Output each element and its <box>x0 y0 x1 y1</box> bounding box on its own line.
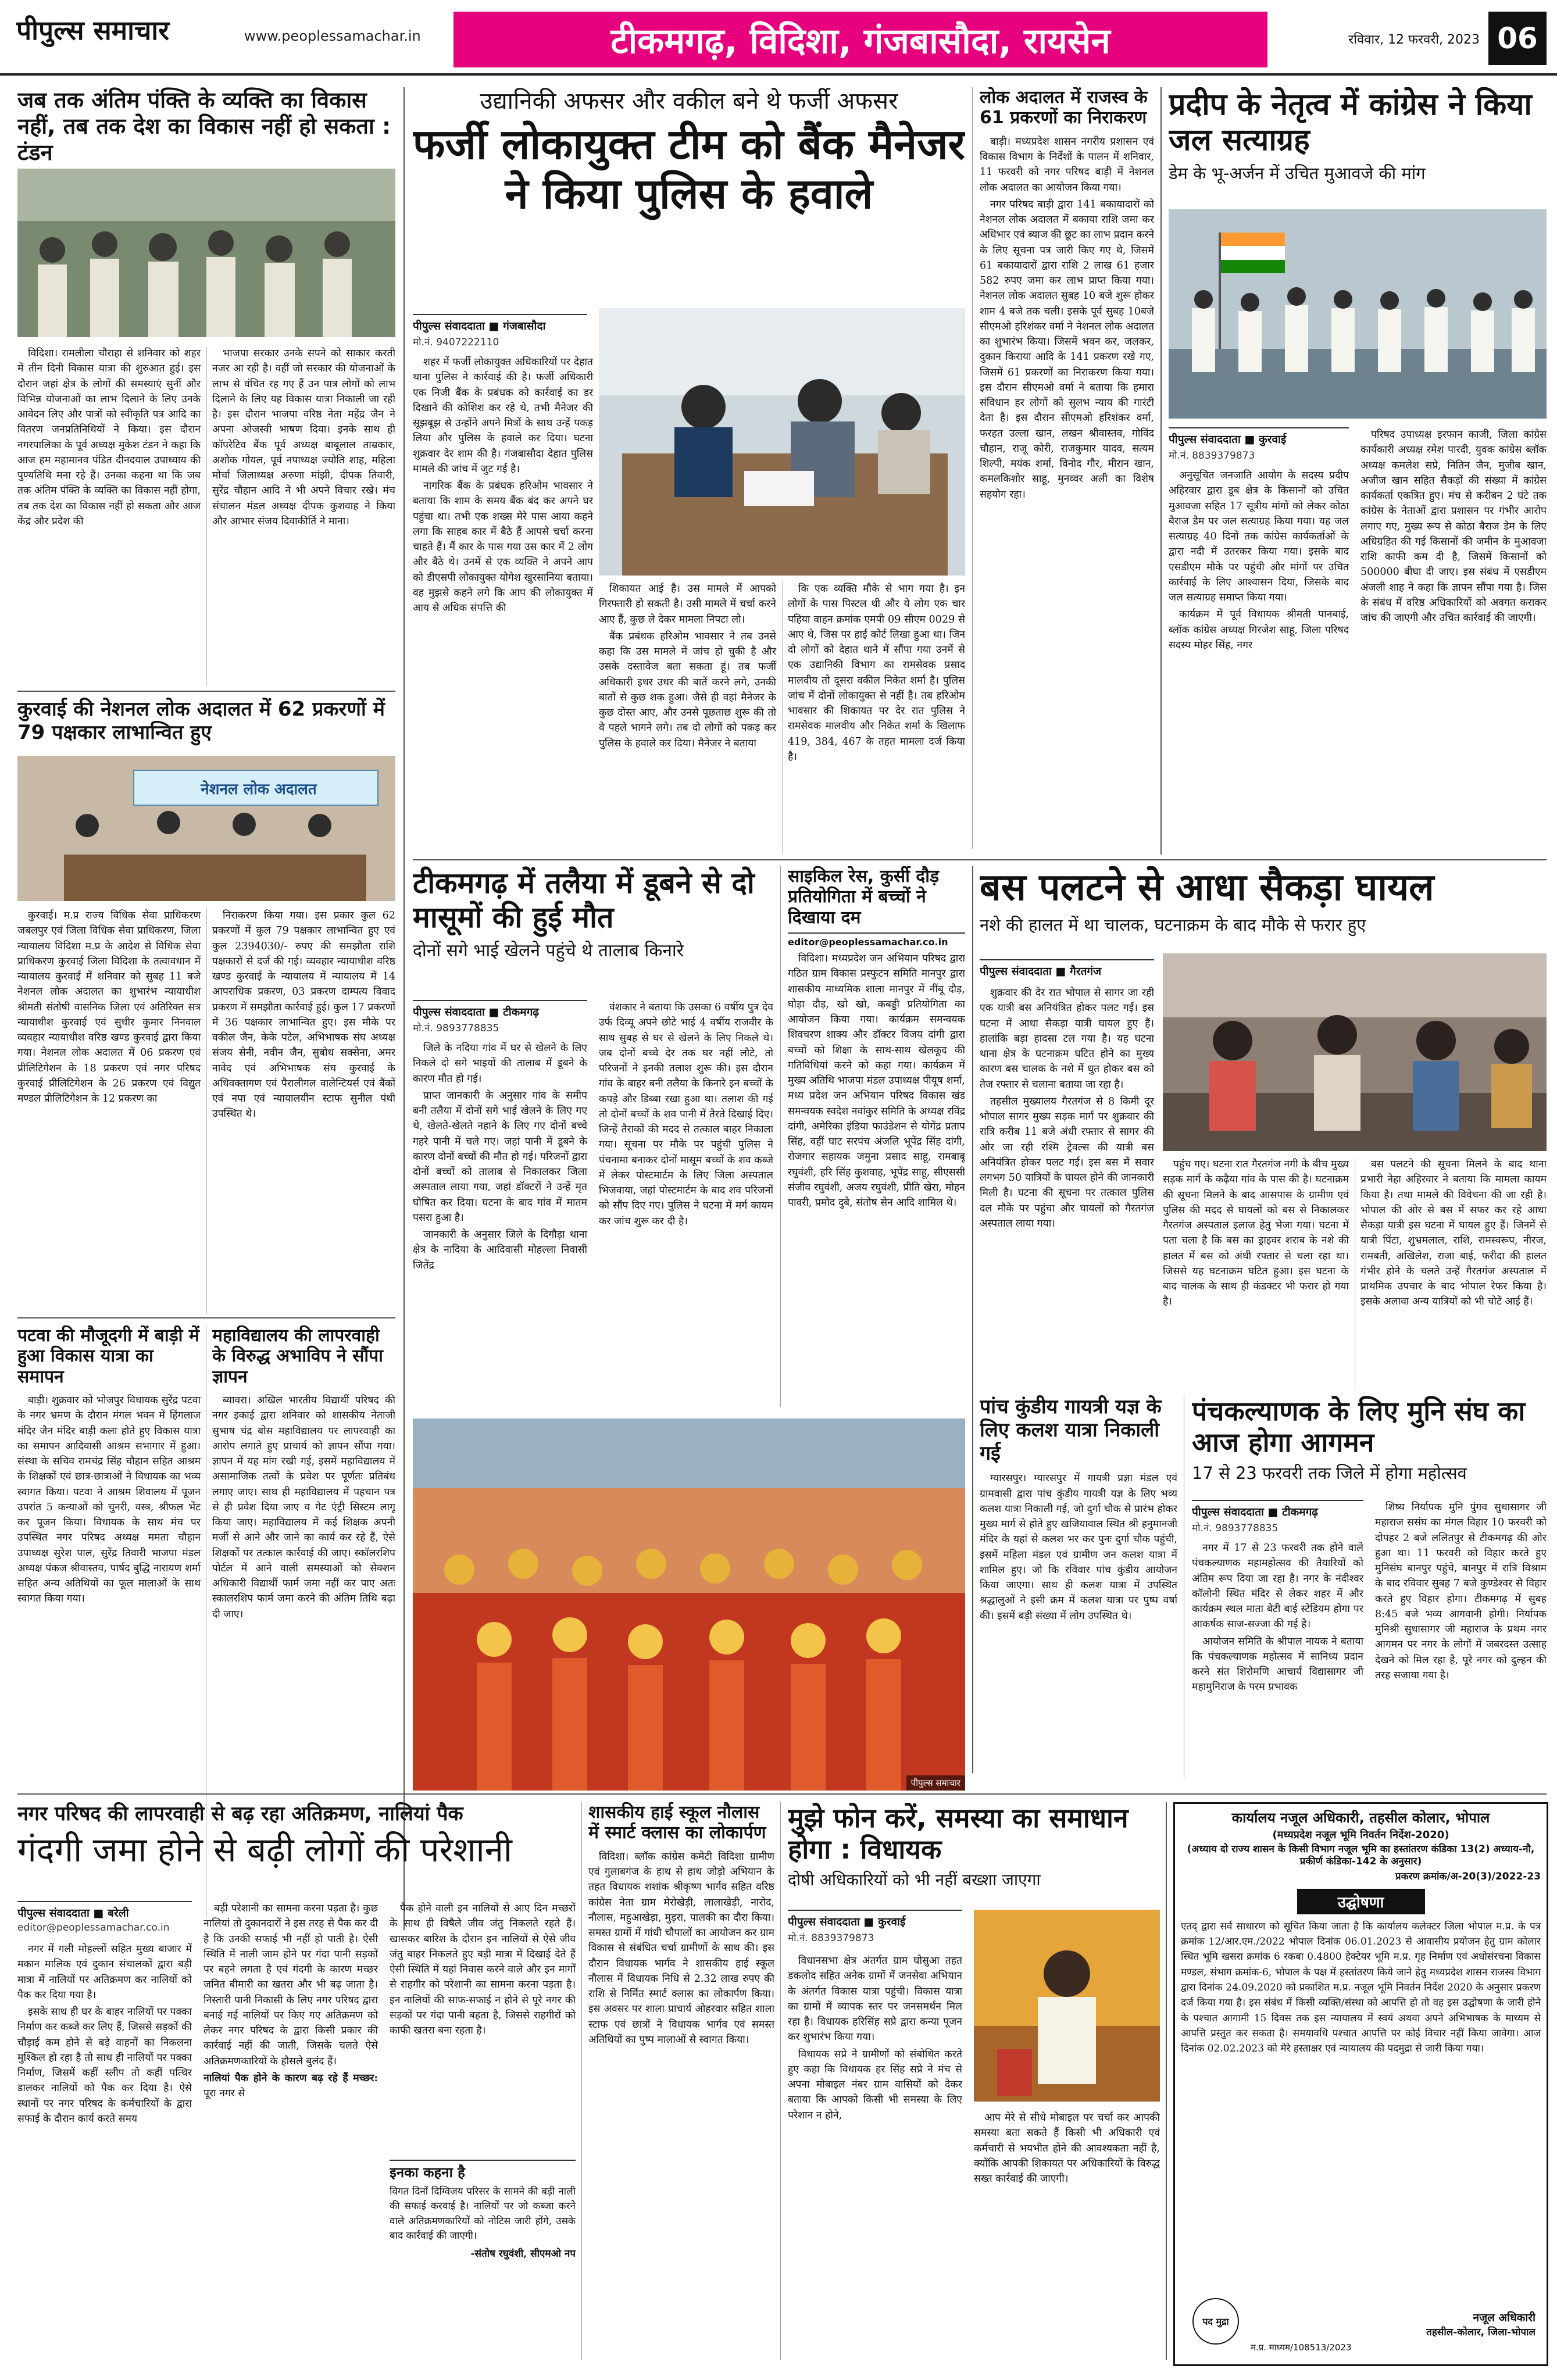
byline: पीपुल्स संवाददाता ■ गंजबासौदा <box>413 314 587 333</box>
photo-kalash-yatra <box>413 1418 965 1791</box>
column-divider <box>972 87 973 849</box>
notice-ref: म.प्र. माध्यम/108513/2023 <box>1251 2342 1352 2353</box>
paragraph: बाड़ी। मध्यप्रदेश शासन नगरीय प्रशासन एवं विकास विभाग के निर्देशों के पालन में शनिवार, 11 फरवरी को नगर परिषद बाड़ी में नेशनल लोक अदालत का आयोजन किया गया। <box>980 135 1154 194</box>
story-subheadline: दोनों सगे भाई खेलने पहुंचे थे तालाब किनारे <box>413 941 684 961</box>
column-divider <box>780 866 781 1407</box>
story-body-cont2 <box>390 1901 576 2151</box>
notice-signer-place: तहसील-कोलार, जिला-भोपाल <box>1426 2327 1535 2338</box>
mobile-number: मो.नं. 9893778835 <box>413 1023 499 1034</box>
story-headline: पांच कुंडीय गायत्री यज्ञ के लिए कलश यात्रा निकाली गई <box>980 1395 1162 1466</box>
paragraph: जिले के नदिया गांव में घर से खेलने के लिए निकले दो सगे भाइयों की तालाब में डूबने के कारण मौत हो गई। <box>413 1042 587 1085</box>
story-body <box>17 1393 201 1609</box>
story-body-cont <box>599 581 965 855</box>
byline-block <box>788 1910 962 1944</box>
photo-credit: पीपुल्स समाचार <box>906 1775 965 1791</box>
notice-case-number: प्रकरण क्रमांक/अ-20(3)/2022-23 <box>1395 1871 1541 1883</box>
story-headline: टीकमगढ़ में तलैया में डूबने से दो मासूमों की हुई मौत <box>413 866 755 934</box>
story-body <box>1192 1541 1363 1785</box>
byline-block <box>1192 1500 1363 1534</box>
paragraph: नागरिक बैंक के प्रबंधक हरिओम भावसार ने बताया कि शाम के समय बैंक बंद कर अपने घर पहुंचा था। तभी एक शख्स मेरे पास आया कहने लगा कि साहब कार में बैठे हैं आपसे चर्चा करना चाहते हैं। मैं कार के पास गया उस कार में 2 लोग और बैठे थे। उनमें से एक व्यक्ति ने अपने आप को डीएसपी लोकायुक्त योगेश खुरसानिया बताया। वह मुझसे कहने लगे कि आप की लोकायुक्त में आय से अधिक संपत्ति की <box>413 480 593 614</box>
paragraph: शिकायत आई है। उस मामले में आपको गिरफ्तारी हो सकती है। उसी मामले में चर्चा करने आए हैं, कुछ ले देकर मामला निपटा लो। <box>599 583 776 626</box>
story-headline: फर्जी लोकायुक्त टीम को बैंक मैनेजर ने किया पुलिस के हवाले <box>413 120 965 218</box>
story-headline: लोक अदालत में राजस्व के 61 प्रकरणों का निराकरण <box>980 87 1148 128</box>
byline-block <box>980 959 1154 978</box>
paragraph: निराकरण किया गया। इस प्रकार कुल 62 प्रकरणों में कुल 79 पक्षकार लाभान्वित हुए एवं कुल 2394030/- रुपए की समझौता राशि पक्षकारों से दर्ज की गई। व्यवहार न्यायाधीश वरिष्ठ खण्ड कुरवाई के न्यायालय में न्यायालय में 14 आपराधिक प्रकरण, 03 प्रकरण दाम्पत्य विवाद प्रकरण में समझौता कार्रवाई हुई। कुल 17 प्रकरणों में 36 पक्षकार लाभान्वित हुए। इस मौके पर वकील जैन, केके पटेल, अभिभाषक संघ अध्यक्ष संजय सेनी, नवीन जैन, सुबोध सक्सेना, अमर नावेद एवं अभिभाषक संघ कुरवाई के अधिवक्तागण एवं पैरालीगल वालेन्टियर्स एवं बैंकों एवं नपा एवं न्यायालयीन स्टाफ सुनील पंथी उपस्थित थे। <box>212 910 395 1120</box>
quote-box-text: विगत दिनों दिग्विजय परिसर के सामने की बड़ी नाली की सफाई करवाई है। नालियों पर जो कब्जा करने वाले अतिक्रमणकारियों को नोटिस जारी होंगे, उसके बाद कार्रवाई की जाएगी। <box>390 2185 576 2242</box>
paragraph: विदिशा। रामलीला चौराहा से शनिवार को शहर में तीन दिनी विकास यात्रा की शुरुआत हुई। इस दौरान जहां क्षेत्र के लोगों की समस्याएं सुनीं और विभिन्न योजनाओं का लाभ दिलाने के लिए उनके आवेदन लिए और पात्रों को स्वीकृति पत्र आदि का वितरण जनप्रतिनिधियों ने किया। इस दौरान नगरपालिका के पूर्व अध्यक्ष मुकेश टंडन ने कहा कि आज हम महामानव पंडित दीनदयाल उपाध्याय की पुण्यतिथि मना रहे हैं। उनका कहना था कि जब तक अंतिम पंक्ति के व्यक्ति का विकास नहीं होगा, तब तक देश का विकास नहीं हो सकता और आज केंद्र और प्रदेश की <box>17 348 201 527</box>
story-gayatri-yagya <box>980 1395 1177 1779</box>
notice-office: कार्यालय नजूल अधिकारी, तहसील कोलार, भोपाल <box>1231 1810 1490 1826</box>
quote-box <box>390 2160 576 2322</box>
byline-block <box>413 1000 587 1034</box>
paragraph: बड़ी परेशानी का सामना करना पड़ता है। कुछ नालियां तो दुकानदारों ने इस तरह से पैक कर दी है कि उनकी सफाई भी नहीं हो पाती है। ऐसी स्थिति में नाली जाम होने पर गंदा पानी सड़कों पर बहने लगता है एवं गंदगी के कारण मच्छर जनित बीमारी का खतरा और भी बढ़ जाता है। निस्तारी पानी निकासी के लिए नगर परिषद द्वारा बनाई गई नालियों पर किए गए अतिक्रमण को लेकर नगर परिषद के द्वारा किसी प्रकार की कार्रवाई नहीं की जाती, जिसके चलते ऐसे अतिक्रमणकारियों के हौसले बुलंद हैं। <box>203 1903 378 2067</box>
paragraph: पहुंच गए। घटना रात गैरतगंज नगी के बीच मुख्य सड़क मार्ग के कढ़ैया गांव के पास की है। घटनाक्रम की सूचना मिलने के बाद आसपास के ग्रामीण एवं पुलिस की मदद से घायलों को बस से निकालकर गैरतगंज अस्पताल इलाज हेतु भेजा गया। घटना में पता चला है कि बस का ड्राइवर शराब के नशे की हालत में बस को अंधी रफ्तार से चला रहा था। जिससे यह घटनाक्रम घटित हुआ। इस घटना के बाद चालक के साथ ही कंडक्टर भी फरार हो गया है। <box>1163 1159 1349 1308</box>
story-body-cont <box>599 1000 773 1413</box>
story-subheadline: डेम के भू-अर्जन में उचित मुआवजे की मांग <box>1169 163 1426 183</box>
story-drains <box>17 1802 576 2366</box>
story-kicker: उद्यानिकी अफसर और वकील बने थे फर्जी अफसर <box>480 88 898 115</box>
photo-lok-adalat <box>17 756 395 901</box>
byline-block <box>413 314 587 348</box>
website: www.peoplessamachar.in <box>244 28 421 44</box>
story-headline: जब तक अंतिम पंक्ति के व्यक्ति का विकास नहीं, तब तक देश का विकास नहीं हो सकता : टंडन <box>17 87 391 165</box>
paragraph: तहसील मुख्यालय गैरतगंज से 8 किमी दूर भोपाल सागर मुख्य सड़क मार्ग पर शुक्रवार की रात्रि करीब 11 बजे अंधी रफ्तार से सागर की ओर जा रही रश्मि ट्रेवल्स की यात्री बस अनियंत्रित होकर पलट गई। इस बस में सवार लगभग 50 यात्रियों के घायल होने की जानकारी मिली है। घटना की सूचना पर तत्काल पुलिस दल मौके पर पहुंचा और घायलों को गैरतगंज अस्पताल लाया गया। <box>980 1095 1154 1230</box>
notice-body: एतद् द्वारा सर्व साधारण को सूचित किया जाता है कि कार्यालय कलेक्टर जिला भोपाल म.प्र. के पत्र क्रमांक 12/आर.एम./2022 भोपाल दिनांक 06.01.2023 से आवासीय प्रयोजन हेतु ग्राम कोलार स्थित भूमि खसरा क्रमांक 6 रकबा 0.4800 हेक्टेयर भूमि म.प्र. गृह निर्माण एवं अधोसंरचना विकास मण्डल, संभाग क्रमांक-6, भोपाल के पक्ष में हस्तांतरण किये जाने हेतु मध्यप्रदेश शासन राजस्व विभाग द्वारा दिनांक 24.09.2020 को प्रकाशित म.प्र. नजूल भूमि निवर्तन निर्देश 2020 के अनुसार प्रकरण दर्ज किया गया है। इस संबंध में किसी व्यक्ति/संस्था को आपत्ति हो तो वह इस उद्घोषणा के जारी होने के पश्चात आगामी 15 दिवस तक इस न्यायालय में स्वयं अथवा अपने अभिभाषक के माध्यम से आपत्ति प्रस्तुत कर सकता है। समयावधि पश्चात आपत्ति पर कोई विचार नहीं किया जावेगा। आज दिनांक 02.02.2023 को मेरे हस्ताक्षर एवं न्यायालय की पदमुद्रा से जारी किया गया। <box>1181 1920 1541 2055</box>
paragraph: आयोजन समिति के श्रीपाल नायक ने बताया कि पंचकल्याणक महोत्सव में सानिध्य प्रदान करने संत शिरोमणि आचार्य विद्यासागर जी महामुनिराज के परम प्रभावक <box>1192 1635 1363 1693</box>
quote-box-title: इनका कहना है <box>390 2164 465 2181</box>
quote-head-text: नालियां पैक होने के कारण बढ़ रहे हैं मच्छर: <box>203 2072 378 2084</box>
story-drowning <box>413 866 773 1413</box>
byline: पीपुल्स संवाददाता ■ बरेली <box>17 1901 192 1920</box>
paragraph: बाड़ी। शुक्रवार को भोजपुर विधायक सुरेंद्र पटवा के नगर भ्रमण के दौरान मंगल भवन में हिंगलाज मंदिर जैन मंदिर बाड़ी कला होते हुए विकास यात्रा का समापन आदिवासी आश्रम सभागार में हुआ। संस्था के सचिव रामचंद्र सिंह चौहान सहित आश्रम के शिक्षकों एवं छात्र-छात्राओं ने विधायक का भव्य स्वागत किया। पटवा ने आश्रम शिवालय में पूजन उपरांत 5 कन्याओं को चुनरी, वस्त्र, श्रीफल भेंट कर पूजन किया। विधायक के साथ मंच पर उपस्थित नगर परिषद अध्यक्ष ममता चौहान उपाध्यक्ष सुरेश पाल, सुरेंद्र तिवारी भाजपा मंडल अध्यक्ष पंकज श्रीवास्तव, पार्षद बुद्धि नारायण शर्मा सहित अन्य अतिथियों का फूल मालाओं के साथ स्वागत किया गया। <box>17 1395 201 1605</box>
story-panchkalyanak <box>1192 1395 1547 1785</box>
paragraph: विधानसभा क्षेत्र अंतर्गत ग्राम घोसुआ तहत डकलोद सहित अनेक ग्रामों में जनसेवा अभियान के अंतर्गत विकास यात्रा पहुंची। विकास यात्रा का ग्रामों में व्यापक स्तर पर जनसमर्थन मिल रहा है। विधायक हरिसिंह सप्रे द्वारा कन्या पूजन कर शुभारंभ किया गया। <box>788 1955 962 2043</box>
byline-block <box>1169 427 1349 462</box>
story-headline: मुझे फोन करें, समस्या का समाधान होगा : विधायक <box>788 1802 1129 1866</box>
story-body <box>980 1471 1177 1625</box>
divider <box>17 691 395 692</box>
story-body <box>212 1393 395 1624</box>
story-subheadline: 17 से 23 फरवरी तक जिले में होगा महोत्सव <box>1192 1463 1467 1483</box>
paragraph: अनुसूचित जनजाति आयोग के सदस्य प्रदीप अहिरवार द्वारा डूब क्षेत्र के किसानों को उचित मुआवजा सहित 17 सूत्रीय मांगों को लेकर कोठा बैराज डैम पर जल सत्याग्रह किया गया। यह जल सत्याग्रह 40 दिनों तक कांग्रेस कार्यकर्ताओं के द्वारा नदी में उतरकर किया गया। इसके बाद एसडीएम मौके पर पहुंची और मांगों पर उचित कार्रवाई के लिए आश्वासन दिया, जिसके बाद जल सत्याग्रह समाप्त किया गया। <box>1169 470 1349 603</box>
byline: पीपुल्स संवाददाता ■ गैरतगंज <box>980 959 1154 978</box>
hospital-image <box>1163 953 1547 1151</box>
notice-heading-text: उद्घोषणा <box>1337 1893 1384 1911</box>
notice-seal-text: पद मुद्रा <box>1202 2316 1229 2327</box>
story-body <box>413 355 593 849</box>
paragraph: विदिशा। मध्यप्रदेश जन अभियान परिषद द्वारा गठित ग्राम विकास प्रस्फुटन समिति मानपुर द्वारा शासकीय माध्यमिक शाला मानपुर में नींबू दौड़, घोड़ा दौड़, खो खो, कबड्डी प्रतियोगिता का आयोजन किया गया। कार्यक्रम समन्वयक शिवचरण शाक्य और डॉक्टर विजय दांगी द्वारा बच्चों को शिक्षा के साथ-साथ खेलकूद की गतिविधियां करने को कहा गया। कार्यक्रम में मुख्य अतिथि भाजपा मंडल उपाध्यक्ष पीयूष शर्मा, मध्य प्रदेश जन अभियान परिषद विकास खंड समन्वयक स्वदेश नवांकुर समिति के अध्यक्ष रविंद्र दांगी, अमेरिका इंडिया फाउंडेशन से योगेंद्र प्रताप सिंह, वहीं घाट सरपंच अंजलि भूपेंद्र सिंह दांगी, रोजगार सहायक जमुना प्रसाद साहू, रामबाबू रघुवंशी, हरि सिंह कुशवाह, भूपेंद्र साहू, सीएससी संजीव रघुवंशी, अजय रघुवंशी, प्रीति खेरा, मोहन पावरी, प्रमोद दुबे, संतोष सेन आदि शामिल थे। <box>788 953 965 1209</box>
divider <box>17 1793 1547 1795</box>
column-divider <box>780 1802 781 2360</box>
photo-mla <box>974 1910 1160 2102</box>
story-body-cont <box>1375 1500 1547 1785</box>
byline-email: editor@peoplessamachar.co.in <box>788 932 965 948</box>
byline-block <box>17 1901 192 1934</box>
photo-protest <box>1169 209 1547 419</box>
divider <box>17 1317 395 1318</box>
masthead <box>0 0 1557 76</box>
column-divider <box>972 866 973 1773</box>
quote-text: पूरा नगर से <box>203 2088 245 2099</box>
story-headline: कुरवाई की नेशनल लोक अदालत में 62 प्रकरणों में 79 पक्षकार लाभान्वित हुए <box>17 698 385 745</box>
story-cycle-race <box>788 866 965 1413</box>
story-body <box>588 1849 774 2049</box>
paragraph: ब्यावरा। अखिल भारतीय विद्यार्थी परिषद की नगर इकाई द्वारा शनिवार को शासकीय नेताजी सुभाष चंद्र बोस महाविद्यालय पर लापरवाही का आरोप लगाते हुए प्राचार्य को ज्ञापन सौंपा गया। ज्ञापन में यह मांग रखी गई, इसमें महाविद्यालय में असामाजिक तत्वों के प्रवेश पर पूर्णतः प्रतिबंध लगाए जाए। साथ ही महाविद्यालय में पहचान पत्र से ही प्रवेश दिया जाए व गेट एंट्री सिस्टम लागू किया जाए। महाविद्यालय में कई शिक्षक अपनी मर्जी से आने और जाने का कार्य कर रहे हैं, ऐसे शिक्षकों पर तत्काल कार्रवाई की जाए। स्कॉलरशिप पोर्टल में आने वाली समस्याओं को सेक्शन अधिकारी विद्यार्थी फार्म जमा नहीं कर पाए अतः स्कालरशिप फार्म जमा करने की अंतिम तिथि बढ़ा दी जाए। <box>212 1395 395 1620</box>
paragraph: विधायक सप्रे ने ग्रामीणों को संबोधित करते हुए कहा कि विधायक हर सिंह सप्रे ने मंच से अपना मोबाइल नंबर ग्राम वासियों को देकर बताया कि आपको किसी भी समस्या के लिए परेशान न होने, <box>788 2048 962 2121</box>
column-divider <box>581 1802 582 2360</box>
notice-heading <box>1297 1889 1425 1914</box>
story-headline: शासकीय हाई स्कूल नौलास में स्मार्ट क्लास का लोकार्पण <box>588 1802 766 1843</box>
mobile-number: मो.नं. 8839379873 <box>788 1932 874 1944</box>
divider <box>413 859 1547 860</box>
paragraph: नगर में 17 से 23 फरवरी तक होने वाले पंचकल्याणक महामहोत्सव की तैयारियों को अंतिम रूप दिया जा रहा है। नगर के नंदीश्वर कॉलोनी स्थित मंदिर से लेकर शहर में और कार्यक्रम स्थल माता बेटी बाई स्टेडियम होगा पर आकर्षक साज-सज्जा की गई है। <box>1192 1542 1363 1631</box>
logo <box>16 12 226 52</box>
paragraph: नगर में गली मोहल्लों सहित मुख्य बाजार में मकान मालिक एवं दुकान संचालकों द्वारा बड़ी मात्रा में नालियों पर अतिक्रमण कर नालियों को पैक कर दिया गया है। <box>17 1943 192 2001</box>
paragraph: इसके साथ ही घर के बाहर नालियों पर पक्का निर्माण कर कब्जे कर लिए हैं, जिससे सड़कों की चौड़ाई कम होने से बड़े वाहनों का निकलना मुश्किल हो रहा है तो साथ ही नालियों पर पक्का निर्माण, जिसमें कहीं स्लीप तो कहीं पत्थिर डालकर नालियों को पैक कर दिया है। ऐसे स्थानों पर नगर परिषद के कर्मचारियों के द्वारा सफाई के दौरान कार्य करते समय <box>17 2006 192 2125</box>
story-mla-phone <box>788 1802 1160 2366</box>
story-bus-accident <box>980 866 1547 1389</box>
paragraph: बस पलटने की सूचना मिलने के बाद थाना प्रभारी नेहा अहिरवार ने बताया कि मामला कायम किया है। तथा मामले की विवेचना की जा रही है। भोपाल की ओर से बस में सफर कर रहे आधा सैकड़ा यात्री इस घटना में घायल हुए हैं। जिनमें से यात्री पिंटा, शुभ्रमलाल, राशि, रामस्वरूप, नीरज, रामबती, अखिलेश, राजा बाई, फरीदा की हालत गंभीर होने के चलते उन्हें गैरतगंज अस्पताल में प्राथमिक उपचार के बाद भोपाल रेफर किया है। इसके अलावा अन्य यात्रियों को भी चोटें आई हैं। <box>1360 1159 1547 1308</box>
byline: पीपुल्स संवाददाता ■ टीकमगढ़ <box>1192 1500 1363 1519</box>
email: editor@peoplessamachar.co.in <box>17 1922 170 1934</box>
public-notice <box>1173 1802 1548 2366</box>
story-revenue-cases <box>980 87 1154 855</box>
region-banner-text: टीकमगढ़, विदिशा, गंजबासौदा, रायसेन <box>610 21 1110 62</box>
paragraph: बैंक प्रबंधक हरिओम भावसार ने तब उनसे कहा कि उस मामले में जांच हो चुकी है और उसके दस्तावेज बता सकता हूं। तब फर्जी अधिकारी इधर उधर की बातें करने लगे, उनकी बातों से कुछ शक हुआ। जैसे ही वहां मैनेजर के कुछ दोस्त आए, और उनसे पूछताछ शुरू की तो वे पहले भागने लगे। तब दो लोगों को पकड़ कर पुलिस के हवाले कर दिया। मैनेजर ने बताया <box>599 630 776 749</box>
paragraph: आप मेरे से सीधे मोबाइल पर चर्चा कर आपकी समस्या बता सकते हैं किसी भी अधिकारी एवं कर्मचारी से भयभीत होने की आवश्यकता नहीं है, क्योंकि आपकी शिकायत पर अधिकारियों के विरुद्ध सख्त कार्रवाई की जाएगी। <box>974 2112 1160 2185</box>
story-body-cont <box>974 2110 1160 2366</box>
story-kicker: नगर परिषद की लापरवाही से बढ़ रहा अतिक्रमण, नालियां पैक <box>17 1802 463 1825</box>
story-subheadline: नशे की हालत में था चालक, घटनाक्रम के बाद मौके से फरार हुए <box>980 914 1366 935</box>
police-station-image <box>599 308 965 576</box>
paragraph: वंशकार ने बताया कि उसका 6 वर्षीय पुत्र देव उर्फ दिव्यू अपने छोटे भाई 4 वर्षीय राजवीर के साथ सुबह से घर से खेलने के लिए निकले थे। जब दोनों बच्चे देर तक घर नहीं लौटे, तो परिजनों ने इनकी तलाश शुरू की। इस दौरान गांव के बाहर बनी तलैया के किनारे इन बच्चों के कपड़े और डिब्बा रखा हुआ था। तलाश की गई तो दोनों बच्चों के शव पानी में तैरते दिखाई दिए। जिन्हें तैराकों की मदद से तत्काल बाहर निकाला गया। सूचना पर मौके पर पहुंची पुलिस ने पंचनामा बनाकर दोनों मासूम बच्चों के शव कब्जे में लेकर पोस्टमार्टम के लिए जिला अस्पताल भिजवाया, जहां पोस्टमार्टम के बाद शव परिजनों को सौंप दिए गए। पुलिस ने घटना में मर्ग कायम कर जांच शुरू कर दी है। <box>599 1002 773 1227</box>
story-headline: साइकिल रेस, कुर्सी दौड़ प्रतियोगिता में बच्चों ने दिखाया दम <box>788 866 940 928</box>
story-body <box>980 985 1154 1389</box>
paragraph: प्राप्त जानकारी के अनुसार गांव के समीप बनी तलैया में दोनों सगे भाई खेलने के लिए गए थे, खेलते-खेलते नहाने के लिए गए दोनों बच्चे गहरे पानी में चले गए। जहां पानी में डूबने के कारण दोनों बच्चों की मौत हो गई। परिजनों द्वारा दोनों बच्चों को तालाब से निकालकर जिला अस्पताल लाया गया, जहां डॉक्टरों ने उन्हें मृत घोषित कर दिया। घटना के बाद गांव में मातम पसरा हुआ है। <box>413 1089 587 1224</box>
paragraph: शुक्रवार की देर रात भोपाल से सागर जा रही एक यात्री बस अनियंत्रित होकर पलट गई। इस घटना में आधा सैकड़ा यात्री घायल हुए हैं। हालांकि बड़ा हादसा टल गया है। यह घटना थाना क्षेत्र के घटनाक्रम घटित होने का मुख्य कारण बस चालक के नशे में धुत होकर बस को तेज रफ्तार से चलाना बताया जा रहा है। <box>980 987 1154 1091</box>
story-body <box>17 346 395 686</box>
mobile-number: मो.नं. 9407222110 <box>413 337 499 348</box>
paragraph: पैक होने वाली इन नालियों से आए दिन मच्छरों के साथ ही विषैले जीव जंतु निकलते रहते हैं। खासकर बारिश के दौरान इन नालियों से ऐसे जीव जंतु बाहर निकलते हुए बड़ी मात्रा में दिखाई देते हैं ऐसी स्थिति में यहां निवास करने वाले और इन मार्गों से राहगीर को परेशानी का सामना करना पड़ता है। इन नालियों की साफ-सफाई न होने से पूरे नगर की सड़कों पर गंदा पानी बहता है, जिससे राहगीरों को काफी खतरा बना रहता है। <box>390 1903 576 2036</box>
paragraph: ग्यारसपुर। ग्यारसपुर में गायत्री प्रज्ञा मंडल एवं ग्रामवासी द्वारा पांच कुंडीय गायत्री यज्ञ के लिए भव्य कलश यात्रा निकाली गई, जो दुर्गा चौक से प्रारंभ होकर मुख्य मार्ग से होते हुए खजियावाल स्थित श्री हनुमानजी मंदिर के यहां से कलश भर कर पुनः दुर्गा चौक पहुंची, इसमें महिला मंडल एवं ग्रामीण जन कलश यात्रा में शामिल हुए। जो कि रविवार पांच कुंडीय आयोजन किया जाएगा। साथ ही कलश यात्रा में उपस्थित श्रद्धालुओं ने इसी क्रम में कलश यात्रा पर पुष्प वर्षा की। इसमें बड़ी संख्या में लोग उपस्थित थे। <box>980 1473 1177 1622</box>
story-body <box>788 1953 962 2366</box>
paragraph: कि एक व्यक्ति मौके से भाग गया है। इन लोगों के पास पिस्टल थी और ये लोग एक चार पहिया वाहन क्रमांक एमपी 09 सीएम 0029 से आए थे, जिस पर हाई कोर्ट लिखा हुआ था। जिन दो लोगों को देहात थाने में सौंपा गया उनमें से एक उद्यानिकी विभाग का रामसेवक प्रसाद मालवीय तो दूसरा वकील निकेत शर्मा है। पुलिस जांच में दोनों लोकायुक्त से नहीं है। तब हरिओम भावसार की शिकायत पर देर रात पुलिस ने रामसेवक मालवीय और निकेत शर्मा के खिलाफ 419, 384, 467 के तहत मामला दर्ज किया है। <box>788 583 965 763</box>
notice-line2: (अध्याय दो राज्य शासन के किसी विभाग नजूल भूमि का हस्तांतरण कंडिका 13(2) अध्याय-नौ, प्रकीर्ण कंडिका-142 के अनुसार) <box>1187 1843 1535 1867</box>
notice-line1: (मध्यप्रदेश नजूल भूमि निवर्तन निर्देश-2020) <box>1272 1828 1449 1841</box>
story-body <box>413 1041 587 1413</box>
story-body-cont <box>1360 427 1547 849</box>
paragraph: कुरवाई। म.प्र राज्य विधिक सेवा प्राधिकरण जबलपुर एवं जिला विधिक सेवा प्राधिकरण, जिला न्यायालय विदिशा म.प्र के आदेश से विधिक सेवा प्राधिकरण कुरवाई जिला विदिशा के तत्वावधान में न्यायालय कुरवाई में शनिवार को सुबह 11 बजे नेशनल लोक अदालत का शुभारंभ न्यायाधीश श्रीमती संतोषी वासनिक जिला एवं अतिरिक्त सत्र न्यायाधीश कुरवाई एवं सुधीर कुमार निनवाल व्यवहार न्यायाधीश वरिष्ठ खण्ड कुरवाई द्वारा किया गया। नेशनल लोक अदालत में 06 प्रकरण एवं प्रीलिटिगेशन के 18 प्रकरण एवं नगर परिषद कुरवाई प्रीलिटिगेशन के 26 प्रकरण एवं विद्युत मण्डल प्रीलिटिगेशन के 12 प्रकरण का <box>17 910 201 1105</box>
paragraph: परिषद उपाध्यक्ष इरफान काजी, जिला कांग्रेस कार्यकारी अध्यक्ष रमेश पारदी, युवक कांग्रेस ब्लॉक अध्यक्ष कमलेश सप्रे, नितिन जैन, मुजीब खान, अजीज खान सहित सैकड़ों की संख्या में कांग्रेस कार्यकर्ता एकत्रित हुए। मंच से करीबन 2 घंटे तक कांग्रेस के नेताओं द्वारा प्रशासन पर गंभीर आरोप लगाए गए, मुख्य रूप से कोठा बैराज डेम के लिए अधिग्रहित की गई किसानों की जमीन के मुआवजा राशि काफी कम दी है, जिसमें किसानों को 500000 बीघा दी जाए। इस संबंध में एसडीएम अंजली शाह ने कहा कि ज्ञापन सौंपा गया है। जिस के संबंध में वरिष्ठ अधिकारियों को अवगत कराकर जांच की जाएगी और उचित कार्रवाई की जाएगी। <box>1360 429 1547 624</box>
story-jal-satyagrah <box>1169 87 1547 855</box>
byline: पीपुल्स संवाददाता ■ टीकमगढ़ <box>413 1000 587 1019</box>
story-smart-class <box>588 1802 774 2366</box>
date-line: रविवार, 12 फरवरी, 2023 <box>1348 33 1480 47</box>
story-headline: पंचकल्याणक के लिए मुनि संघ का आज होगा आगमन <box>1192 1395 1526 1459</box>
story-lok-adalat-kurwai <box>17 698 395 1314</box>
story-body <box>1169 468 1349 849</box>
byline: पीपुल्स संवाददाता ■ कुरवाई <box>788 1910 962 1929</box>
rally-image <box>17 169 395 337</box>
quote-box-author: -संतोष रघुवंशी, सीएमओ नप <box>470 2247 576 2260</box>
logo-text: पीपुल्स समाचार <box>16 15 170 46</box>
banner-text: नेशनल लोक अदालत <box>201 781 317 798</box>
story-headline: पटवा की मौजूदगी में बाड़ी में हुआ विकास यात्रा का समापन <box>17 1325 199 1387</box>
paragraph: जानकारी के अनुसार जिले के दिगौड़ा थाना क्षेत्र के नादिया के आदिवासी मोहल्ला निवासी जितेंद्र <box>413 1229 587 1271</box>
story-body <box>788 951 965 1212</box>
kalash-yatra-image <box>413 1418 965 1791</box>
photo-police-station <box>599 308 965 576</box>
paragraph: विदिशा। ब्लॉक कांग्रेस कमेटी विदिशा ग्रामीण एवं गुलाबगंज के हाथ से हाथ जोड़ो अभियान के तहत विधायक शशांक श्रीकृष्ण भार्गव सहित वरिष्ठ कांग्रेस नेता ग्राम मेरोखेड़ी, लालाखेड़ी, नारोद, नौलास, महुआखेड़ा, मुड़रा, पालकी का दौरा किया। समस्त ग्रामों में गांधी चौपालों का आयोजन कर ग्राम विकास से संबंधित चर्चा ग्रामीणों के साथ की। इस दौरान विधायक भार्गव ने शासकीय हाई स्कूल नौलास में विधायक निधि से 2.32 लाख रुपए की राशि से निर्मित स्मार्ट क्लास का लोकार्पण किया। इस अवसर पर शाला प्राचार्य ओहरवार सहित शाला स्टाफ एवं छात्रों ने विधायक भार्गव एवं समस्त अतिथियों का पुष्प मालाओं से स्वागत किया। <box>588 1850 774 2046</box>
story-headline: बस पलटने से आधा सैकड़ा घायल <box>980 866 1434 909</box>
notice-seal <box>1192 2298 1239 2345</box>
story-body-cont <box>1163 1157 1547 1389</box>
story-body <box>17 1942 192 2366</box>
mobile-number: मो.नं. 9893778835 <box>1192 1523 1279 1534</box>
paragraph: शहर में फर्जी लोकायुक्त अधिकारियों पर देहात थाना पुलिस ने कार्रवाई की है। फर्जी अधिकारी एक निजी बैंक के प्रबंधक को कार्रवाई का डर दिखाने की कोशिश कर रहे थे, तभी मैनेजर की सूझबूझ से उन्होंने अपने मित्रों के साथ उन्हें पकड़ लिया और पुलिस के हवाले कर दिया। घटना शुक्रवार देर शाम की है। गंजबासौदा देहात पुलिस मामले की जांच में जुट गई है। <box>413 356 593 475</box>
byline: पीपुल्स संवाददाता ■ कुरवाई <box>1169 427 1349 446</box>
story-headline: गंदगी जमा होने से बढ़ी लोगों की परेशानी <box>17 1830 512 1870</box>
story-headline: महाविद्यालय की लापरवाही के विरुद्ध अभाविप ने सौंपा ज्ञापन <box>212 1325 383 1387</box>
column-divider <box>1166 1802 1167 2360</box>
paragraph: कार्यक्रम में पूर्व विधायक श्रीमती पानबाई, ब्लॉक कांग्रेस अध्यक्ष गिरजेश साहू, जिला परिषद सदस्य मोहर सिंह, नगर <box>1169 609 1349 651</box>
mobile-number: मो.नं. 8839379873 <box>1169 450 1255 462</box>
protest-image <box>1169 209 1547 419</box>
story-fake-lokayukta <box>413 87 965 860</box>
story-subheadline: दोषी अधिकारियों को भी नहीं बख्शा जाएगा <box>788 1870 1041 1889</box>
mla-image <box>974 1910 1160 2102</box>
page-number: 06 <box>1488 12 1547 65</box>
paragraph: नगर परिषद बाड़ी द्वारा 141 बकायादारों को नेशनल लोक अदालत में बकाया राशि जमा कर अधिभार एवं ब्याज की छूट का लाभ प्रदान करने के लिए सूचना पत्र जारी किए गए थे, जिसमें 61 बकायादारों द्वारा राशि 2 लाख 61 हजार 582 रुपए जमा कर लाभ प्राप्त किया गया। नेशनल लोक अदालत सुबह 10 बजे शुरू होकर शाम 4 बजे तक चली। इसके पूर्व सुबह 10बजे सीएमओ हरिशंकर वर्मा ने नेशनल लोक अदालत का शुभारंभ किया। जिसमें भवन कर, जलकर, दुकान किराया आदि के 141 प्रकरण रखे गए, जिसमें 61 प्रकरणों का निराकरण किया गया। इस दौरान सीएमओ वर्मा ने बताया कि हमारा संविधान हर लोगों को सुलभ न्याय की गारंटी देता है। इस दौरान सीएमओ हरिशंकर वर्मा, फरहत उल्ला खान, लखन श्रीवास्तव, गोविंद चौहान, राजू कोरी, राजकुमार यादव, सत्यम शिल्पी, मयंक शर्मा, विनोद गौर, मीरान खान, कमलकिशोर साहू, मुनव्वर अली का विशेष सहयोग रहा। <box>980 198 1154 501</box>
notice-signature <box>1349 2310 1535 2338</box>
story-headline: प्रदीप के नेतृत्व में कांग्रेस ने किया जल सत्याग्रह <box>1169 87 1532 158</box>
photo-rally <box>17 169 395 337</box>
quote-head <box>203 2071 378 2102</box>
column-divider <box>1160 87 1162 855</box>
region-banner <box>453 12 1267 67</box>
story-tandon <box>17 87 395 686</box>
paragraph: शिष्य निर्यापक मुनि पुंगव सुधासागर जी महाराज ससंघ का मंगल विहार 10 फरवरी को दोपहर 2 बजे ललितपुर से टीकमगढ़ की ओर हुआ था। 11 फरवरी को विहार करते हुए मुनिसंघ बानपुर पहुंचे, बानपुर में रात्रि विश्राम के बाद रविवार सुबह 7 बजे कुण्डेश्वर से विहार करते हुए विहार होगा। टीकमगढ़ में सुबह 8:45 बजे भव्य आगवानी होगी। निर्यापक मुनिश्री सुधासागर जी महाराज के प्रथम नगर आगमन पर नगर के लोगों में जबरदस्त उत्साह देखने को मिल रहा है, पूरे नगर को दुल्हन की तरह सजाया गया है। <box>1375 1502 1547 1681</box>
story-body <box>980 134 1154 504</box>
photo-hospital <box>1163 953 1547 1151</box>
story-body-cont <box>203 1901 378 2366</box>
paragraph: भाजपा सरकार उनके सपने को साकार करती नजर आ रही है। वहीं जो सरकार की योजनाओं के लाभ से वंचित रह गए हैं उन पात्र लोगों को लाभ दिलाने के लिए यह विकास यात्रा निकाली जा रही है। इस दौरान भाजपा वरिष्ठ नेता महेंद्र जैन ने अपना ओजस्वी भाषण दिया। इनके साथ ही कॉपरेटिव बैंक पूर्व अध्यक्ष बाबूलाल ताम्रकार, अशोक गोयल, पूर्व नपाध्यक्ष ज्योति शाह, महिला मोर्चा जिलाध्यक्ष अरुणा मांझी, दीपक तिवारी, सुरेंद्र चौहान आदि ने भी अपने विचार रखे। मंच संचालन मंडल अध्यक्ष दीपक कुशवाह ने किया और आभार संजय दिवाकीर्ति ने माना। <box>212 348 395 527</box>
story-body <box>17 908 395 1314</box>
notice-signer: नजूल अधिकारी <box>1473 2311 1535 2324</box>
column-divider <box>403 87 405 1930</box>
